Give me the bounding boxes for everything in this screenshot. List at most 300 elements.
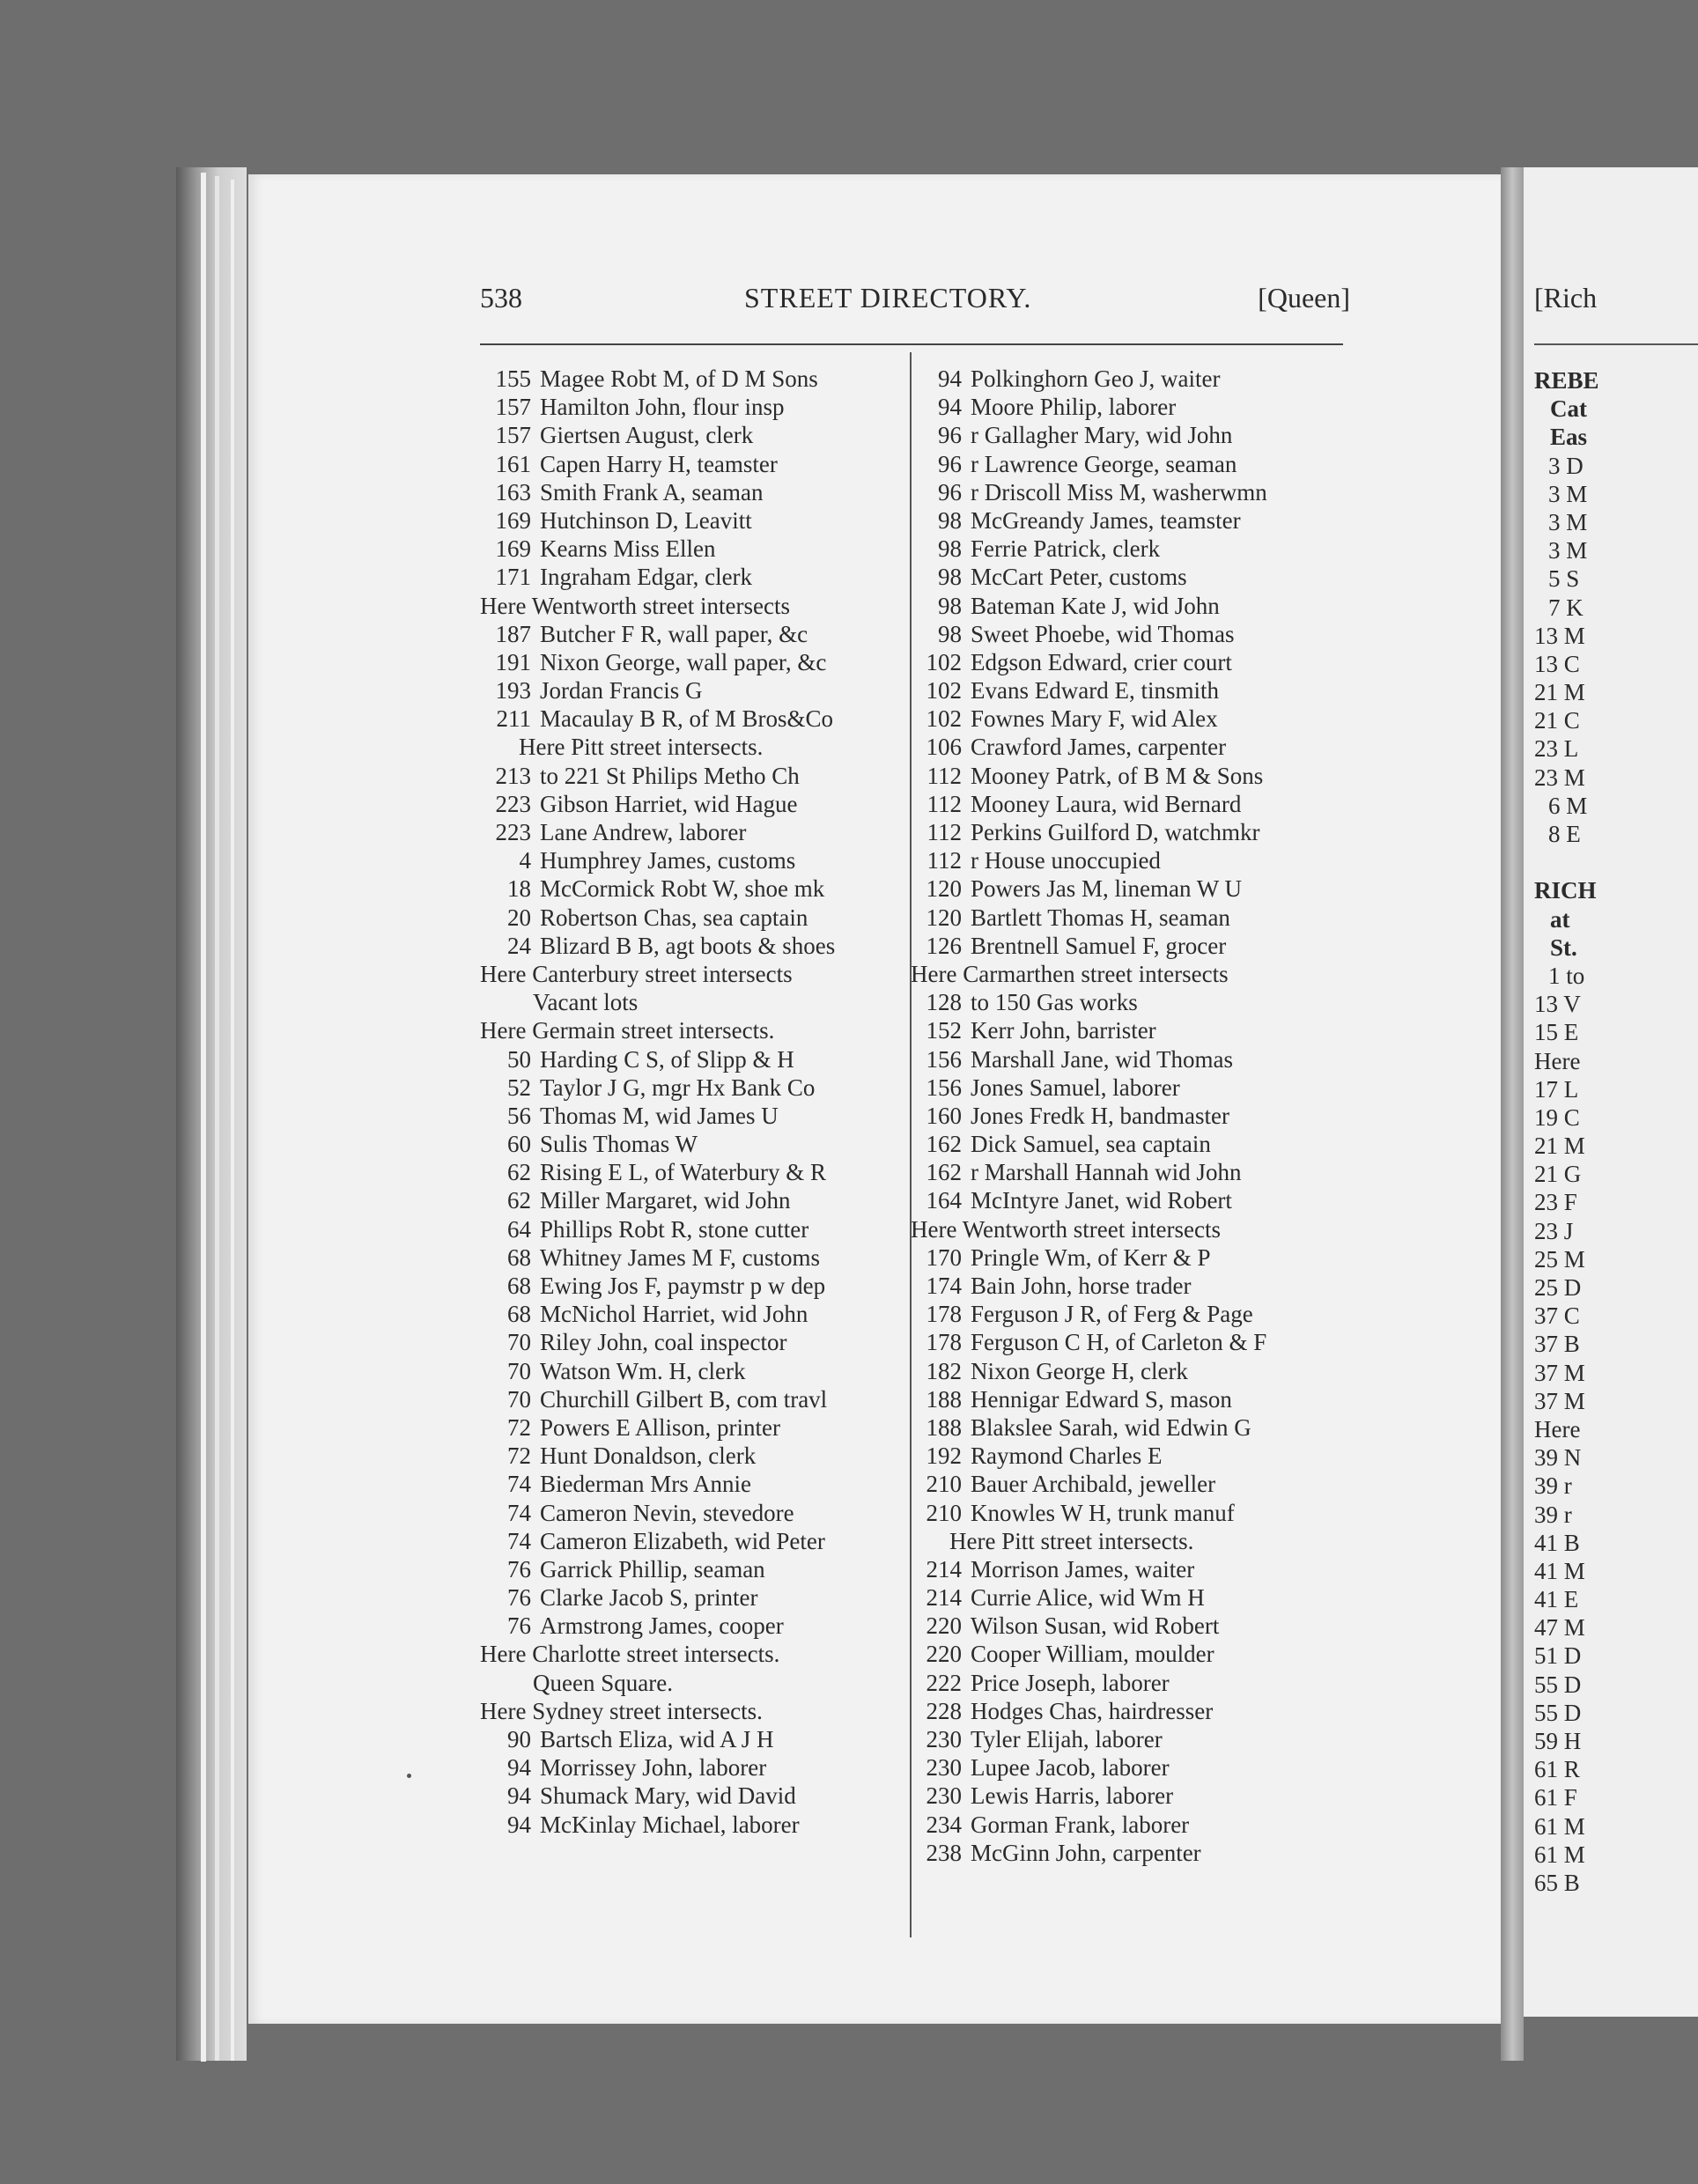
right-page-line: 55 D xyxy=(1534,1699,1582,1726)
resident-text: McCart Peter, customs xyxy=(971,564,1187,591)
directory-entry xyxy=(911,733,1351,761)
house-number: 191 xyxy=(495,648,531,675)
right-page-line: 37 M xyxy=(1534,1387,1585,1414)
house-number: 102 xyxy=(926,677,962,705)
page-edge xyxy=(201,173,206,2062)
house-number: 56 xyxy=(507,1102,531,1129)
resident-text: Thomas M, wid James U xyxy=(540,1102,779,1129)
house-number: 210 xyxy=(926,1499,962,1526)
book-spine xyxy=(176,167,247,2061)
right-page-line: 21 M xyxy=(1534,1133,1585,1160)
resident-text: Giertsen August, clerk xyxy=(540,422,754,449)
directory-entry xyxy=(480,1782,910,1810)
right-page-line: 61 F xyxy=(1534,1784,1577,1811)
resident-text: Mooney Laura, wid Bernard xyxy=(971,790,1242,817)
house-number: 70 xyxy=(507,1385,531,1413)
resident-text: Evans Edward E, tinsmith xyxy=(971,677,1219,705)
directory-entry xyxy=(480,1130,910,1158)
resident-text: Bartlett Thomas H, seaman xyxy=(971,904,1230,931)
resident-text: to 150 Gas works xyxy=(971,989,1138,1016)
right-page-line: REBE xyxy=(1534,367,1599,394)
right-page-line: 1 to xyxy=(1548,962,1585,989)
resident-text: Blizard B B, agt boots & shoes xyxy=(540,932,836,959)
directory-entry xyxy=(911,1470,1351,1498)
right-page-line: 39 N xyxy=(1534,1444,1582,1472)
right-page-line: 23 J xyxy=(1534,1217,1574,1244)
house-number: 156 xyxy=(926,1045,962,1073)
directory-entry xyxy=(911,1697,1351,1725)
resident-text: Sulis Thomas W xyxy=(540,1131,698,1158)
resident-text: McNichol Harriet, wid John xyxy=(540,1301,808,1328)
directory-entry xyxy=(911,762,1351,790)
directory-entry xyxy=(480,1583,910,1612)
right-page-line: 15 E xyxy=(1534,1019,1579,1046)
directory-entry xyxy=(911,1583,1351,1612)
house-number: 74 xyxy=(507,1499,531,1526)
house-number: 228 xyxy=(926,1697,962,1724)
directory-entry xyxy=(911,1413,1351,1442)
directory-entry xyxy=(480,563,910,591)
page-number: 538 xyxy=(480,282,522,314)
house-number: 230 xyxy=(926,1782,962,1810)
right-page-line: 13 M xyxy=(1534,622,1585,649)
house-number: 96 xyxy=(938,422,962,449)
right-page-line: 17 L xyxy=(1534,1075,1579,1103)
directory-entry xyxy=(480,932,910,960)
directory-entry xyxy=(480,1753,910,1782)
house-number: 178 xyxy=(926,1329,962,1356)
directory-entry xyxy=(911,1328,1351,1356)
right-page-line: 61 R xyxy=(1534,1756,1580,1783)
directory-entry xyxy=(911,1669,1351,1697)
page-edge xyxy=(231,180,234,2061)
directory-entry xyxy=(911,1811,1351,1839)
directory-entry xyxy=(911,1130,1351,1158)
right-page-line: St. xyxy=(1550,933,1577,961)
directory-entry xyxy=(480,1102,910,1130)
resident-text: Harding C S, of Slipp & H xyxy=(540,1045,794,1073)
directory-entry xyxy=(480,1186,910,1214)
house-number: 174 xyxy=(926,1273,962,1299)
right-page-line: 41 M xyxy=(1534,1557,1585,1584)
directory-entry xyxy=(480,1243,910,1272)
directory-entry xyxy=(480,1045,910,1074)
directory-entry xyxy=(911,676,1351,705)
resident-text: r Lawrence George, seaman xyxy=(971,450,1237,477)
resident-text: Cameron Nevin, stevedore xyxy=(540,1499,794,1526)
house-number: 223 xyxy=(495,790,531,817)
page-title: STREET DIRECTORY. xyxy=(744,282,1032,314)
house-number: 64 xyxy=(507,1215,531,1243)
right-page-line: 8 E xyxy=(1548,821,1581,847)
house-number: 210 xyxy=(926,1471,962,1498)
right-page-line: at xyxy=(1550,905,1570,933)
note-text: Vacant lots xyxy=(533,989,639,1016)
house-number: 112 xyxy=(927,790,962,817)
directory-entry xyxy=(911,1555,1351,1583)
house-number: 74 xyxy=(507,1471,531,1498)
right-page-line: 23 F xyxy=(1534,1189,1577,1216)
resident-text: Blakslee Sarah, wid Edwin G xyxy=(971,1413,1251,1441)
section-label: [Queen] xyxy=(1258,282,1350,314)
house-number: 62 xyxy=(507,1187,531,1214)
resident-text: Wilson Susan, wid Robert xyxy=(971,1612,1220,1640)
house-number: 161 xyxy=(495,450,531,477)
right-page xyxy=(1524,167,1698,2017)
resident-text: Nixon George, wall paper, &c xyxy=(540,648,827,675)
directory-note xyxy=(480,733,910,761)
resident-text: Clarke Jacob S, printer xyxy=(540,1584,758,1612)
directory-entry xyxy=(911,1782,1351,1810)
right-page-line: 6 M xyxy=(1548,792,1588,819)
directory-entry xyxy=(911,1839,1351,1867)
resident-text: McKinlay Michael, laborer xyxy=(540,1811,800,1838)
resident-text: Lewis Harris, laborer xyxy=(971,1782,1174,1810)
resident-text: Armstrong James, cooper xyxy=(540,1612,784,1640)
house-number: 68 xyxy=(507,1243,531,1271)
house-number: 182 xyxy=(926,1357,962,1384)
house-number: 120 xyxy=(926,875,962,903)
resident-text: Dick Samuel, sea captain xyxy=(971,1131,1211,1158)
resident-text: Kearns Miss Ellen xyxy=(540,535,716,563)
directory-entry xyxy=(480,1470,910,1498)
directory-note xyxy=(480,1669,910,1697)
house-number: 128 xyxy=(926,989,962,1016)
directory-entry xyxy=(911,1385,1351,1413)
right-page-line: 55 D xyxy=(1534,1671,1582,1698)
house-number: 220 xyxy=(926,1641,962,1668)
right-page-line: RICH xyxy=(1534,877,1597,904)
resident-text: Garrick Phillip, seaman xyxy=(540,1555,765,1583)
resident-text: McGinn John, carpenter xyxy=(971,1839,1201,1866)
resident-text: Tyler Elijah, laborer xyxy=(971,1726,1163,1752)
house-number: 188 xyxy=(926,1413,962,1441)
directory-entry xyxy=(911,1640,1351,1668)
directory-entry xyxy=(911,846,1351,874)
house-number: 214 xyxy=(926,1555,962,1583)
middle-column xyxy=(911,365,1351,1867)
resident-text: Jordan Francis G xyxy=(540,677,703,705)
resident-text: Ferguson J R, of Ferg & Page xyxy=(971,1301,1253,1328)
directory-entry xyxy=(480,1499,910,1527)
house-number: 68 xyxy=(507,1301,531,1328)
directory-entry xyxy=(911,818,1351,846)
directory-entry xyxy=(480,762,910,790)
directory-entry xyxy=(911,1186,1351,1214)
resident-text: Mooney Patrk, of B M & Sons xyxy=(971,762,1264,789)
house-number: 178 xyxy=(926,1301,962,1328)
directory-entry xyxy=(480,1527,910,1555)
house-number: 94 xyxy=(507,1811,531,1838)
directory-entry xyxy=(911,705,1351,733)
print-speck xyxy=(407,1774,411,1778)
house-number: 187 xyxy=(495,620,531,647)
directory-entry xyxy=(480,705,910,733)
house-number: 98 xyxy=(938,620,962,647)
note-text: Here Pitt street intersects. xyxy=(949,1527,1194,1554)
house-number: 160 xyxy=(926,1102,962,1129)
directory-entry xyxy=(911,592,1351,620)
resident-text: Sweet Phoebe, wid Thomas xyxy=(971,620,1235,647)
resident-text: McGreandy James, teamster xyxy=(971,506,1241,534)
resident-text: Marshall Jane, wid Thomas xyxy=(971,1045,1233,1073)
directory-entry xyxy=(480,450,910,478)
house-number: 220 xyxy=(926,1612,962,1640)
right-page-line: 37 C xyxy=(1534,1302,1580,1330)
right-page-line: 23 M xyxy=(1534,764,1585,791)
directory-entry xyxy=(911,365,1351,393)
resident-text: Bateman Kate J, wid John xyxy=(971,592,1220,619)
directory-entry xyxy=(911,1753,1351,1782)
page-edge xyxy=(215,176,219,2061)
house-number: 238 xyxy=(926,1839,962,1866)
directory-entry xyxy=(480,874,910,903)
directory-entry xyxy=(480,1272,910,1300)
resident-text: Riley John, coal inspector xyxy=(540,1329,787,1356)
directory-entry xyxy=(911,1357,1351,1385)
right-page-line: 5 S xyxy=(1548,565,1580,593)
directory-entry xyxy=(480,1612,910,1640)
directory-entry xyxy=(480,846,910,874)
resident-text: Perkins Guilford D, watchmkr xyxy=(971,819,1260,845)
house-number: 106 xyxy=(926,734,962,761)
right-page-line: 21 C xyxy=(1534,707,1580,734)
directory-note xyxy=(480,1016,910,1044)
house-number: 50 xyxy=(507,1045,531,1073)
directory-entry xyxy=(911,506,1351,535)
directory-entry xyxy=(911,1074,1351,1102)
right-page-rule xyxy=(1534,343,1698,345)
house-number: 120 xyxy=(926,904,962,931)
house-number: 157 xyxy=(495,394,531,421)
resident-text: Capen Harry H, teamster xyxy=(540,450,778,477)
right-page-line: 37 M xyxy=(1534,1359,1585,1386)
note-text: Here Canterbury street intersects xyxy=(480,960,793,987)
directory-entry xyxy=(480,393,910,421)
right-page-line: 13 C xyxy=(1534,650,1580,677)
directory-entry xyxy=(480,676,910,705)
directory-entry xyxy=(911,988,1351,1016)
house-number: 98 xyxy=(938,535,962,563)
house-number: 60 xyxy=(507,1131,531,1158)
right-page-line: 39 r xyxy=(1534,1501,1572,1528)
directory-entry xyxy=(911,1102,1351,1130)
resident-text: Nixon George H, clerk xyxy=(971,1357,1188,1384)
resident-text: Hamilton John, flour insp xyxy=(540,394,785,421)
resident-text: Price Joseph, laborer xyxy=(971,1669,1170,1696)
resident-text: Humphrey James, customs xyxy=(540,847,796,874)
house-number: 62 xyxy=(507,1159,531,1186)
house-number: 152 xyxy=(926,1017,962,1044)
directory-entry xyxy=(911,1045,1351,1074)
resident-text: Watson Wm. H, clerk xyxy=(540,1357,746,1384)
resident-text: Gibson Harriet, wid Hague xyxy=(540,790,798,817)
note-text: Here Pitt street intersects. xyxy=(519,734,764,761)
house-number: 4 xyxy=(519,847,531,874)
right-page-line: Here xyxy=(1534,1047,1581,1074)
house-number: 155 xyxy=(495,365,531,392)
resident-text: r Marshall Hannah wid John xyxy=(971,1159,1242,1186)
resident-text: to 221 St Philips Metho Ch xyxy=(540,762,800,789)
house-number: 112 xyxy=(927,762,962,789)
right-page-line: 21 G xyxy=(1534,1161,1582,1188)
directory-entry xyxy=(911,1158,1351,1186)
resident-text: Powers Jas M, lineman W U xyxy=(971,875,1242,903)
house-number: 96 xyxy=(938,478,962,505)
directory-entry xyxy=(480,648,910,676)
directory-note xyxy=(480,592,910,620)
resident-text: Jones Fredk H, bandmaster xyxy=(971,1102,1229,1129)
right-page-line: 61 M xyxy=(1534,1812,1585,1840)
house-number: 72 xyxy=(507,1442,531,1470)
resident-text: Morrissey John, laborer xyxy=(540,1754,767,1782)
right-page-line xyxy=(1534,848,1599,876)
right-page-line: 3 D xyxy=(1548,452,1584,479)
house-number: 157 xyxy=(495,422,531,449)
resident-text: Polkinghorn Geo J, waiter xyxy=(971,365,1221,392)
directory-entry xyxy=(480,421,910,449)
right-page-line: 59 H xyxy=(1534,1728,1582,1754)
directory-entry xyxy=(911,1499,1351,1527)
right-page-line: 23 L xyxy=(1534,735,1579,763)
book-gutter xyxy=(1501,167,1524,2061)
resident-text: Whitney James M F, customs xyxy=(540,1243,821,1271)
directory-entry xyxy=(480,1158,910,1186)
house-number: 169 xyxy=(495,506,531,534)
house-number: 188 xyxy=(926,1385,962,1413)
note-text: Here Germain street intersects. xyxy=(480,1017,775,1044)
right-page-line: 19 C xyxy=(1534,1103,1580,1131)
resident-text: Cooper William, moulder xyxy=(971,1641,1214,1668)
house-number: 230 xyxy=(926,1726,962,1752)
directory-entry xyxy=(911,478,1351,506)
directory-note xyxy=(911,1527,1351,1555)
left-column xyxy=(480,365,910,1839)
directory-entry xyxy=(911,393,1351,421)
right-page-line: 41 E xyxy=(1534,1586,1579,1613)
house-number: 171 xyxy=(495,564,531,591)
house-number: 156 xyxy=(926,1074,962,1101)
directory-note xyxy=(480,960,910,988)
directory-entry xyxy=(480,1725,910,1753)
resident-text: Bartsch Eliza, wid A J H xyxy=(540,1726,774,1752)
house-number: 164 xyxy=(926,1187,962,1214)
resident-text: Rising E L, of Waterbury & R xyxy=(540,1159,827,1186)
resident-text: Robertson Chas, sea captain xyxy=(540,904,808,931)
resident-text: Moore Philip, laborer xyxy=(971,394,1177,421)
directory-entry xyxy=(911,648,1351,676)
resident-text: Powers E Allison, printer xyxy=(540,1413,780,1441)
resident-text: Currie Alice, wid Wm H xyxy=(971,1584,1205,1612)
house-number: 52 xyxy=(507,1074,531,1101)
house-number: 76 xyxy=(507,1555,531,1583)
directory-note xyxy=(480,1640,910,1668)
resident-text: r House unoccupied xyxy=(971,847,1161,874)
right-page-header: [Rich xyxy=(1534,282,1598,314)
resident-text: Magee Robt M, of D M Sons xyxy=(540,365,818,392)
directory-entry xyxy=(480,535,910,563)
resident-text: Cameron Elizabeth, wid Peter xyxy=(540,1527,825,1554)
right-page-line: 41 B xyxy=(1534,1529,1580,1556)
resident-text: r Driscoll Miss M, washerwmn xyxy=(971,478,1267,505)
resident-text: Macaulay B R, of M Bros&Co xyxy=(540,705,833,733)
resident-text: Butcher F R, wall paper, &c xyxy=(540,620,808,647)
directory-entry xyxy=(911,421,1351,449)
directory-entry xyxy=(480,1413,910,1442)
right-page-line: 3 M xyxy=(1548,537,1588,564)
house-number: 94 xyxy=(507,1754,531,1782)
house-number: 24 xyxy=(507,932,531,959)
resident-text: Churchill Gilbert B, com travl xyxy=(540,1385,828,1413)
right-page-line: 47 M xyxy=(1534,1614,1585,1642)
directory-entry xyxy=(911,535,1351,563)
house-number: 72 xyxy=(507,1413,531,1441)
directory-entry xyxy=(480,1328,910,1356)
house-number: 170 xyxy=(926,1243,962,1271)
house-number: 192 xyxy=(926,1442,962,1470)
house-number: 193 xyxy=(495,677,531,705)
directory-entry xyxy=(911,904,1351,932)
right-page-line: 51 D xyxy=(1534,1642,1582,1670)
directory-entry xyxy=(480,1300,910,1328)
directory-entry xyxy=(480,478,910,506)
resident-text: McIntyre Janet, wid Robert xyxy=(971,1187,1232,1214)
right-page-line: 61 M xyxy=(1534,1841,1585,1868)
resident-text: Hutchinson D, Leavitt xyxy=(540,506,752,534)
right-page-line: 39 r xyxy=(1534,1472,1572,1500)
note-text: Here Carmarthen street intersects xyxy=(911,960,1229,987)
directory-entry xyxy=(911,932,1351,960)
directory-entry xyxy=(480,790,910,818)
resident-text: Ferguson C H, of Carleton & F xyxy=(971,1329,1267,1356)
note-text: Here Wentworth street intersects xyxy=(911,1215,1221,1243)
resident-text: Lupee Jacob, laborer xyxy=(971,1754,1170,1782)
resident-text: Biederman Mrs Annie xyxy=(540,1471,751,1498)
house-number: 162 xyxy=(926,1131,962,1158)
house-number: 126 xyxy=(926,932,962,959)
house-number: 94 xyxy=(938,394,962,421)
resident-text: Brentnell Samuel F, grocer xyxy=(971,932,1227,959)
house-number: 211 xyxy=(496,705,531,733)
resident-text: Knowles W H, trunk manuf xyxy=(971,1499,1235,1526)
resident-text: Crawford James, carpenter xyxy=(971,734,1227,761)
house-number: 163 xyxy=(495,478,531,505)
house-number: 94 xyxy=(938,365,962,392)
directory-entry xyxy=(480,904,910,932)
directory-entry xyxy=(911,874,1351,903)
house-number: 98 xyxy=(938,592,962,619)
right-page-column xyxy=(1534,366,1599,1897)
house-number: 169 xyxy=(495,535,531,563)
resident-text: McCormick Robt W, shoe mk xyxy=(540,875,825,903)
directory-entry xyxy=(480,620,910,648)
right-page-line: 13 V xyxy=(1534,991,1581,1018)
right-page-line: 21 M xyxy=(1534,679,1585,706)
directory-note xyxy=(480,988,910,1016)
directory-entry xyxy=(480,818,910,846)
right-page-line: 37 B xyxy=(1534,1331,1580,1358)
house-number: 18 xyxy=(507,875,531,903)
resident-text: Raymond Charles E xyxy=(971,1442,1163,1470)
directory-note xyxy=(911,960,1351,988)
house-number: 90 xyxy=(507,1726,531,1752)
resident-text: Miller Margaret, wid John xyxy=(540,1187,791,1214)
directory-entry xyxy=(480,1385,910,1413)
directory-entry xyxy=(480,1811,910,1839)
directory-entry xyxy=(911,1442,1351,1470)
directory-entry xyxy=(911,450,1351,478)
resident-text: Smith Frank A, seaman xyxy=(540,478,764,505)
